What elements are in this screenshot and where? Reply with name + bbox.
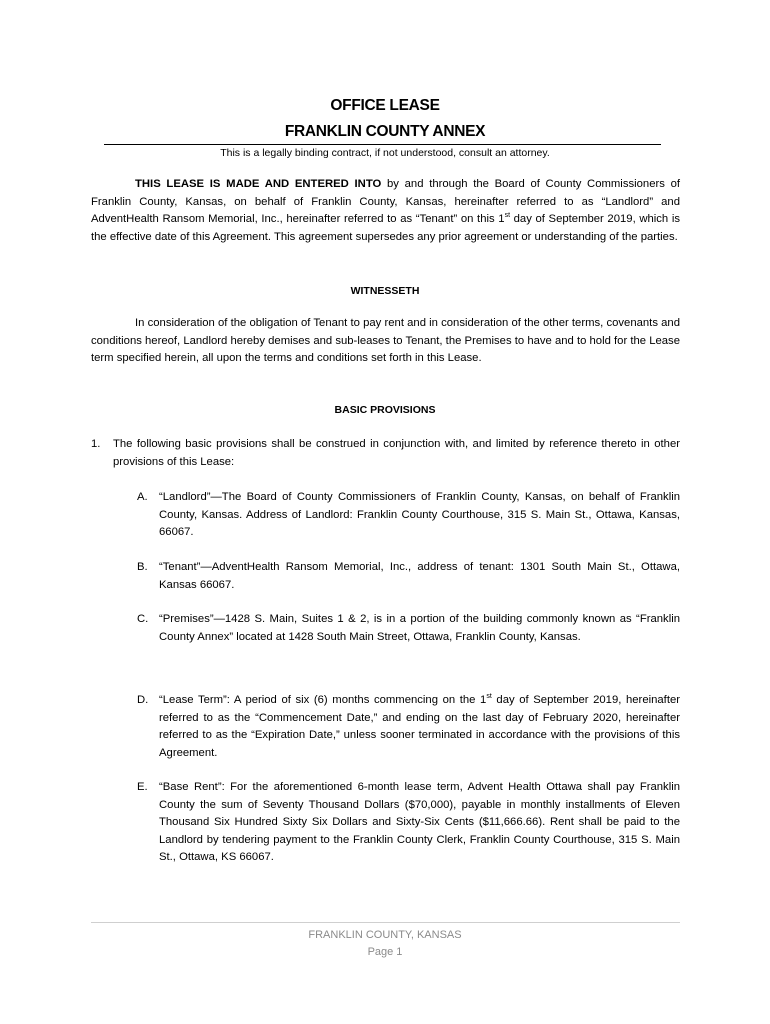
provision-d-lease-term [137, 692, 680, 762]
item-letter: E. [137, 781, 148, 793]
item-letter: B. [137, 561, 148, 573]
intro-sup: st [504, 212, 511, 220]
item-number: 1. [91, 438, 101, 450]
item-text [159, 692, 680, 762]
witnesseth-heading: WITNESSETH [350, 285, 420, 297]
d-sup: st [486, 693, 492, 701]
d-text-b: day of September 2019, hereinafter referred to as the “Commencement Date,” and ending on the last day of February 2020, hereinafter referred to as the “Expiration Date,” unless sooner terminated in accordance with the provisions of this Agreement. [159, 694, 681, 759]
item-text: “Tenant”—AdventHealth Ransom Memorial, Inc., address of tenant: 1301 South Main St., Ottawa, Kansas 66067. [159, 561, 680, 591]
title-divider [104, 144, 661, 145]
item-text: “Premises”—1428 S. Main, Suites 1 & 2, is in a portion of the building commonly known as “Franklin County Annex” located at 1428 South Main Street, Ottawa, Franklin County, Kansas. [159, 613, 680, 643]
item-letter: D. [137, 694, 149, 706]
witnesseth-text: In consideration of the obligation of Tenant to pay rent and in consideration of the other terms, covenants and conditions hereof, Landlord hereby demises and sub-leases to Tenant, the Premises to have and to hold for the Lease term specified herein, all upon the terms and conditions set forth in this Lease. [91, 317, 680, 365]
item-text: The following basic provisions shall be construed in conjunction with, and limited by reference thereto in other provisions of this Lease: [113, 438, 680, 468]
item-text: “Base Rent”: For the aforementioned 6-month lease term, Advent Health Ottawa shall pay Franklin County the sum of Seventy Thousand Dollars ($70,000), payable in monthly installments of Eleven Thousand Six Hundred Sixty Six Dollars and Sixty-Six Cents ($11,666.66). Rent shall be paid to the Landlord by tendering payment to the Franklin County Clerk, Franklin County Courthouse, 315 S. Main St., Ottawa, KS 66067. [159, 781, 680, 864]
intro-paragraph [91, 176, 680, 246]
footer-divider [91, 922, 680, 923]
intro-lead: THIS LEASE IS MADE AND ENTERED INTO [135, 178, 382, 190]
item-letter: A. [137, 491, 148, 503]
witnesseth-paragraph [91, 315, 680, 368]
provision-item-1 [91, 436, 680, 471]
basic-provisions-heading: BASIC PROVISIONS [334, 404, 436, 416]
intro-text-b: day of September 2019, which is the effective date of this Agreement. This agreement supersedes any prior agreement or understanding of the parties. [91, 213, 681, 243]
d-text-a: “Lease Term”: A period of six (6) months commencing on the 1 [159, 694, 487, 706]
document-title: OFFICE LEASE [330, 97, 440, 114]
provision-a-landlord [137, 489, 680, 542]
item-letter: C. [137, 613, 149, 625]
provision-c-premises [137, 611, 680, 646]
provision-b-tenant [137, 559, 680, 594]
legal-disclaimer: This is a legally binding contract, if not understood, consult an attorney. [220, 147, 550, 159]
footer-org: FRANKLIN COUNTY, KANSAS [308, 929, 462, 941]
document-subtitle: FRANKLIN COUNTY ANNEX [284, 123, 486, 140]
page-number: Page 1 [367, 946, 403, 958]
intro-text-a: by and through the Board of County Commissioners of Franklin County, Kansas, on behalf of Franklin County, Kansas, hereinafter referred to as “Landlord” and AdventHealth Ransom Memorial, Inc., hereinafter referred to as “Tenant” on this 1 [91, 178, 680, 226]
item-text: “Landlord”—The Board of County Commissioners of Franklin County, Kansas, on behalf of Franklin County, Kansas. Address of Landlord: Franklin County Courthouse, 315 S. Main St., Ottawa, Kansas, 66067. [159, 491, 680, 539]
provision-e-base-rent [137, 779, 680, 867]
